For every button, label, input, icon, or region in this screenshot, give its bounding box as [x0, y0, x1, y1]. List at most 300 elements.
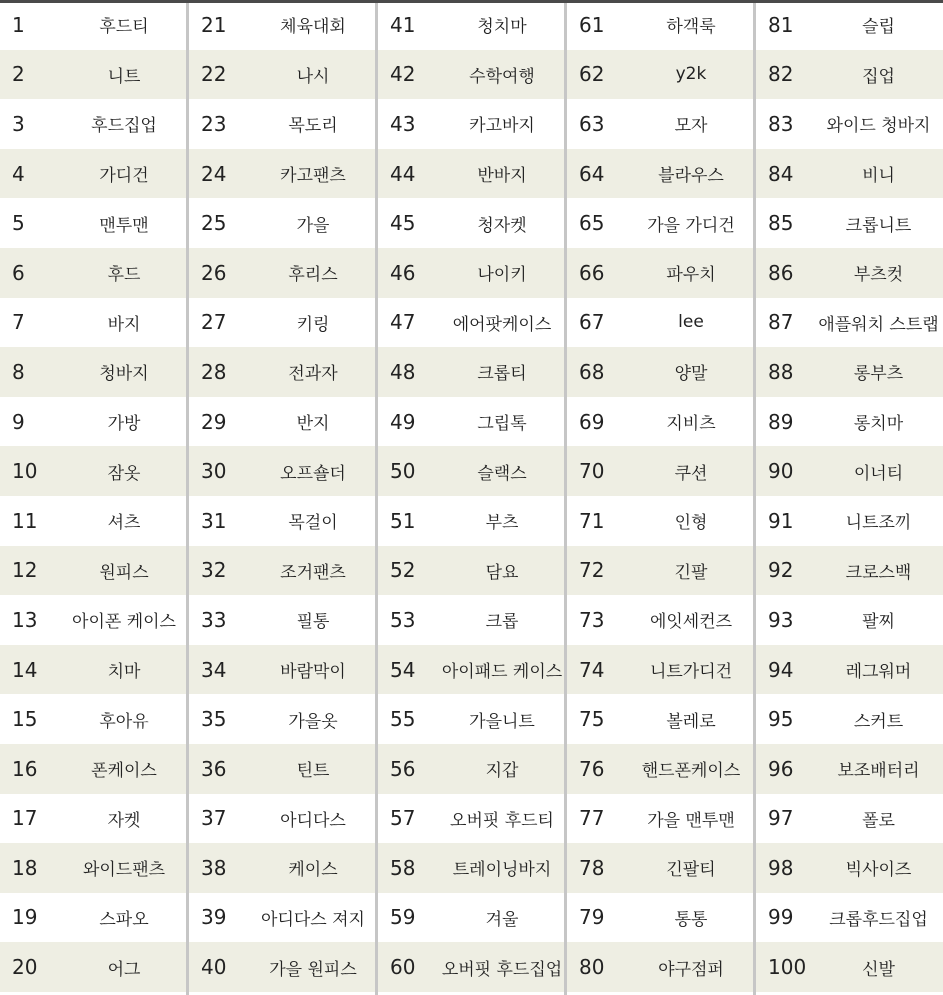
rank-number: 28 — [201, 359, 227, 384]
rank-number: 61 — [579, 12, 605, 37]
rank-number: 22 — [201, 62, 227, 87]
rank-number: 18 — [12, 855, 38, 880]
keyword-text: 겨울 — [485, 909, 519, 930]
rank-number: 5 — [12, 211, 25, 236]
table-row — [378, 298, 564, 348]
keyword-text: 핸드폰케이스 — [641, 761, 741, 782]
keyword-text: 수학여행 — [469, 66, 535, 87]
keyword-text: 야구점퍼 — [658, 959, 724, 980]
rank-number: 45 — [390, 211, 416, 236]
keyword-text: 롱부츠 — [853, 364, 904, 385]
keyword-text: 이너티 — [853, 463, 904, 484]
table-row — [378, 397, 564, 447]
keyword-text: 크롭니트 — [845, 215, 912, 236]
table-row — [189, 248, 375, 298]
keyword-text: 치마 — [107, 662, 141, 683]
table-row — [189, 843, 375, 893]
table-row — [0, 149, 186, 199]
rank-number: 77 — [579, 806, 605, 831]
table-row — [756, 794, 943, 844]
rank-number: 70 — [579, 459, 605, 484]
table-row — [189, 149, 375, 199]
rank-number: 4 — [12, 161, 25, 186]
table-row — [0, 942, 186, 992]
keyword-text: 카고팬츠 — [280, 166, 346, 187]
rank-number: 66 — [579, 260, 605, 285]
table-row — [378, 893, 564, 943]
table-row — [189, 198, 375, 248]
keyword-text: 전과자 — [288, 364, 338, 385]
rank-number: 82 — [768, 62, 794, 87]
rank-number: 51 — [390, 508, 416, 533]
keyword-text: 청치마 — [477, 17, 527, 38]
table-row — [378, 0, 564, 50]
table-row — [0, 595, 186, 645]
keyword-text: 긴팔 — [674, 562, 708, 583]
rank-number: 48 — [390, 359, 416, 384]
rank-number: 2 — [12, 62, 25, 87]
rank-number: 23 — [201, 111, 227, 136]
table-row — [0, 446, 186, 496]
table-row — [378, 744, 564, 794]
keyword-text: 맨투맨 — [99, 215, 149, 236]
rank-number: 10 — [12, 459, 38, 484]
rank-number: 37 — [201, 806, 227, 831]
rank-number: 69 — [579, 409, 605, 434]
rank-number: 58 — [390, 855, 416, 880]
table-row — [0, 496, 186, 546]
rank-number: 42 — [390, 62, 416, 87]
table-row — [189, 347, 375, 397]
rank-number: 25 — [201, 211, 227, 236]
keyword-text: 크로스백 — [845, 562, 912, 583]
keyword-text: 카고바지 — [469, 116, 535, 137]
table-row — [567, 744, 753, 794]
rank-number: 87 — [768, 310, 794, 335]
table-row — [756, 744, 943, 794]
rank-number: 91 — [768, 508, 794, 533]
keyword-text: 나이키 — [477, 265, 527, 286]
keyword-text: 블라우스 — [658, 166, 724, 187]
rank-number: 57 — [390, 806, 416, 831]
ranking-column-4 — [567, 0, 753, 995]
table-row — [0, 794, 186, 844]
rank-number: 24 — [201, 161, 227, 186]
table-row — [189, 645, 375, 695]
keyword-text: 통통 — [674, 909, 708, 930]
rank-number: 8 — [12, 359, 25, 384]
table-row — [189, 595, 375, 645]
rank-number: 30 — [201, 459, 227, 484]
keyword-text: 애플워치 스트랩 — [818, 314, 939, 335]
keyword-text: 후드 — [107, 265, 141, 286]
keyword-text: 바지 — [107, 314, 141, 335]
keyword-text: 아디다스 — [280, 810, 346, 831]
table-row — [0, 347, 186, 397]
rank-number: 73 — [579, 607, 605, 632]
rank-number: 21 — [201, 12, 227, 37]
keyword-text: 인형 — [674, 513, 708, 534]
keyword-text: 가을니트 — [469, 711, 535, 732]
rank-number: 32 — [201, 558, 227, 583]
table-row — [0, 546, 186, 596]
keyword-text: 모자 — [674, 116, 708, 137]
keyword-text: 체육대회 — [280, 17, 346, 38]
rank-number: 52 — [390, 558, 416, 583]
table-row — [189, 298, 375, 348]
table-row — [756, 0, 943, 50]
keyword-text: 가을 가디건 — [647, 215, 735, 236]
table-row — [189, 496, 375, 546]
keyword-text: 폴로 — [862, 810, 895, 831]
table-row — [189, 397, 375, 447]
table-row — [378, 496, 564, 546]
keyword-text: 청자켓 — [477, 215, 527, 236]
keyword-text: 와이드팬츠 — [82, 860, 166, 881]
table-row — [567, 298, 753, 348]
table-row — [567, 645, 753, 695]
keyword-text: 가을 — [296, 215, 330, 236]
rank-number: 94 — [768, 657, 794, 682]
table-row — [567, 595, 753, 645]
table-row — [0, 198, 186, 248]
keyword-text: 틴트 — [296, 761, 330, 782]
rank-number: 85 — [768, 211, 794, 236]
table-row — [567, 397, 753, 447]
table-row — [0, 298, 186, 348]
table-row — [378, 198, 564, 248]
table-row — [567, 347, 753, 397]
rank-number: 54 — [390, 657, 416, 682]
table-row — [189, 546, 375, 596]
rank-number: 26 — [201, 260, 227, 285]
keyword-text: 양말 — [674, 364, 708, 385]
rank-number: 95 — [768, 707, 794, 732]
table-row — [756, 446, 943, 496]
table-row — [378, 248, 564, 298]
rank-number: 3 — [12, 111, 25, 136]
rank-number: 59 — [390, 905, 416, 930]
keyword-text: 볼레로 — [666, 711, 716, 732]
rank-number: 89 — [768, 409, 794, 434]
ranking-column-1 — [0, 0, 186, 995]
rank-number: 55 — [390, 707, 416, 732]
keyword-text: 에잇세컨즈 — [649, 612, 733, 633]
keyword-text: 후드집업 — [91, 116, 157, 137]
keyword-text: 쿠션 — [674, 463, 708, 484]
top-rule — [0, 0, 943, 3]
table-row — [378, 50, 564, 100]
table-row — [567, 694, 753, 744]
table-row — [756, 942, 943, 992]
keyword-text: 슬립 — [862, 17, 895, 38]
keyword-text: 오버핏 후드집업 — [441, 959, 563, 980]
keyword-text: 후드티 — [99, 17, 149, 38]
table-row — [378, 645, 564, 695]
rank-number: 47 — [390, 310, 416, 335]
rank-number: 71 — [579, 508, 605, 533]
table-row — [567, 942, 753, 992]
keyword-text: 비니 — [862, 166, 895, 187]
keyword-text: 니트조끼 — [845, 513, 912, 534]
rank-number: 35 — [201, 707, 227, 732]
keyword-text: 크롭티 — [477, 364, 527, 385]
rank-number: 13 — [12, 607, 38, 632]
table-row — [378, 149, 564, 199]
table-row — [0, 744, 186, 794]
keyword-text: 신발 — [862, 959, 895, 980]
rank-number: 92 — [768, 558, 794, 583]
keyword-text: 후리스 — [288, 265, 338, 286]
keyword-text: 목걸이 — [288, 513, 338, 534]
table-row — [756, 694, 943, 744]
keyword-text: 긴팔티 — [666, 860, 716, 881]
rank-number: 34 — [201, 657, 227, 682]
keyword-text: 와이드 청바지 — [826, 116, 931, 137]
rank-number: 78 — [579, 855, 605, 880]
table-row — [0, 99, 186, 149]
keyword-text: 반바지 — [477, 166, 527, 187]
table-row — [378, 99, 564, 149]
keyword-text: 그립톡 — [477, 414, 527, 435]
keyword-text: 보조배터리 — [837, 761, 920, 782]
rank-number: 97 — [768, 806, 794, 831]
table-row — [567, 446, 753, 496]
rank-number: 67 — [579, 310, 605, 335]
rank-number: 17 — [12, 806, 38, 831]
keyword-text: 부츠 — [485, 513, 519, 534]
keyword-text: 담요 — [485, 562, 519, 583]
table-row — [0, 50, 186, 100]
table-row — [756, 347, 943, 397]
rank-number: 93 — [768, 607, 794, 632]
table-row — [189, 50, 375, 100]
keyword-text: 팔찌 — [862, 612, 895, 633]
keyword-text: 가방 — [107, 414, 141, 435]
rank-number: 12 — [12, 558, 38, 583]
rank-number: 39 — [201, 905, 227, 930]
table-row — [756, 546, 943, 596]
ranking-column-3 — [378, 0, 564, 995]
table-row — [0, 645, 186, 695]
rank-number: 99 — [768, 905, 794, 930]
keyword-text: 아이폰 케이스 — [72, 612, 176, 633]
keyword-text: 스파오 — [99, 909, 149, 930]
table-row — [189, 99, 375, 149]
rank-number: 60 — [390, 955, 416, 980]
rank-number: 19 — [12, 905, 38, 930]
keyword-text: 조거팬츠 — [280, 562, 346, 583]
keyword-text: 슬랙스 — [477, 463, 527, 484]
rank-number: 90 — [768, 459, 794, 484]
ranking-column-2 — [189, 0, 375, 995]
table-row — [378, 347, 564, 397]
keyword-text: 케이스 — [288, 860, 338, 881]
keyword-text: 아디다스 져지 — [261, 909, 365, 930]
keyword-text: 하객룩 — [666, 17, 716, 38]
rank-number: 1 — [12, 12, 25, 37]
rank-number: 75 — [579, 707, 605, 732]
rank-number: 79 — [579, 905, 605, 930]
rank-number: 64 — [579, 161, 605, 186]
table-row — [0, 0, 186, 50]
table-row — [567, 248, 753, 298]
rank-number: 7 — [12, 310, 25, 335]
rank-number: 43 — [390, 111, 416, 136]
keyword-text: 지갑 — [485, 761, 519, 782]
table-row — [567, 893, 753, 943]
rank-number: 68 — [579, 359, 605, 384]
keyword-text: 바람막이 — [280, 662, 346, 683]
rank-number: 50 — [390, 459, 416, 484]
table-row — [189, 0, 375, 50]
rank-number: 16 — [12, 756, 38, 781]
table-row — [756, 496, 943, 546]
rank-number: 9 — [12, 409, 25, 434]
keyword-text: 어그 — [107, 959, 141, 980]
table-row — [756, 298, 943, 348]
ranking-column-5 — [756, 0, 943, 995]
table-row — [0, 893, 186, 943]
table-row — [189, 893, 375, 943]
keyword-text: 에어팟케이스 — [452, 314, 552, 335]
rank-number: 53 — [390, 607, 416, 632]
rank-number: 76 — [579, 756, 605, 781]
rank-number: 98 — [768, 855, 794, 880]
keyword-text: 지비츠 — [666, 414, 716, 435]
rank-number: 49 — [390, 409, 416, 434]
table-row — [756, 843, 943, 893]
table-row — [756, 645, 943, 695]
table-row — [378, 546, 564, 596]
keyword-text: 청바지 — [99, 364, 149, 385]
keyword-text: 아이패드 케이스 — [441, 662, 563, 683]
keyword-text: 니트 — [107, 66, 141, 87]
table-row — [378, 843, 564, 893]
table-row — [756, 397, 943, 447]
keyword-text: 빅사이즈 — [845, 860, 912, 881]
rank-number: 80 — [579, 955, 605, 980]
table-row — [567, 843, 753, 893]
keyword-text: 가디건 — [99, 166, 149, 187]
keyword-text: 오버핏 후드티 — [450, 810, 554, 831]
table-row — [567, 50, 753, 100]
rank-number: 44 — [390, 161, 416, 186]
table-row — [378, 942, 564, 992]
table-row — [189, 694, 375, 744]
keyword-text: 나시 — [296, 66, 330, 87]
keyword-text: lee — [678, 312, 704, 333]
rank-number: 15 — [12, 707, 38, 732]
rank-number: 29 — [201, 409, 227, 434]
table-row — [567, 198, 753, 248]
keyword-text: 집업 — [862, 66, 895, 87]
rank-number: 14 — [12, 657, 38, 682]
table-row — [0, 248, 186, 298]
keyword-text: 가을 맨투맨 — [647, 810, 735, 831]
table-row — [0, 843, 186, 893]
keyword-text: 크롭 — [485, 612, 519, 633]
keyword-text: 부츠컷 — [853, 265, 904, 286]
keyword-text: 폰케이스 — [91, 761, 157, 782]
rank-number: 36 — [201, 756, 227, 781]
rank-number: 27 — [201, 310, 227, 335]
table-row — [189, 446, 375, 496]
table-row — [756, 595, 943, 645]
rank-number: 62 — [579, 62, 605, 87]
table-row — [0, 694, 186, 744]
keyword-text: 잠옷 — [107, 463, 141, 484]
table-row — [378, 595, 564, 645]
rank-number: 40 — [201, 955, 227, 980]
table-row — [567, 546, 753, 596]
rank-number: 72 — [579, 558, 605, 583]
rank-number: 84 — [768, 161, 794, 186]
rank-number: 20 — [12, 955, 38, 980]
table-row — [756, 99, 943, 149]
table-row — [567, 149, 753, 199]
rank-number: 86 — [768, 260, 794, 285]
keyword-text: 키링 — [296, 314, 330, 335]
keyword-text: 크롭후드집업 — [829, 909, 928, 930]
rank-number: 46 — [390, 260, 416, 285]
table-row — [756, 893, 943, 943]
rank-number: 6 — [12, 260, 25, 285]
keyword-text: 셔츠 — [107, 513, 141, 534]
table-row — [567, 0, 753, 50]
table-row — [378, 794, 564, 844]
table-row — [756, 149, 943, 199]
rank-number: 56 — [390, 756, 416, 781]
table-row — [567, 496, 753, 546]
rank-number: 65 — [579, 211, 605, 236]
rank-number: 88 — [768, 359, 794, 384]
keyword-text: 원피스 — [99, 562, 149, 583]
keyword-text: 스커트 — [853, 711, 904, 732]
rank-number: 81 — [768, 12, 794, 37]
rank-number: 31 — [201, 508, 227, 533]
rank-number: 41 — [390, 12, 416, 37]
keyword-text: 목도리 — [288, 116, 338, 137]
table-row — [378, 446, 564, 496]
table-row — [756, 248, 943, 298]
table-row — [567, 99, 753, 149]
keyword-text: 가을 원피스 — [269, 959, 357, 980]
keyword-text: 반지 — [296, 414, 330, 435]
table-row — [189, 942, 375, 992]
keyword-text: 롱치마 — [853, 414, 904, 435]
table-row — [189, 744, 375, 794]
keyword-text: 가을옷 — [288, 711, 338, 732]
table-row — [756, 50, 943, 100]
keyword-text: 후아유 — [99, 711, 149, 732]
table-row — [567, 794, 753, 844]
rank-number: 11 — [12, 508, 38, 533]
table-row — [756, 198, 943, 248]
rank-number: 63 — [579, 111, 605, 136]
table-row — [378, 694, 564, 744]
rank-number: 38 — [201, 855, 227, 880]
rank-number: 83 — [768, 111, 794, 136]
keyword-text: 트레이닝바지 — [452, 860, 552, 881]
rank-number: 96 — [768, 756, 794, 781]
keyword-text: 레그워머 — [845, 662, 912, 683]
keyword-text: 니트가디건 — [649, 662, 733, 683]
keyword-text: 파우치 — [666, 265, 716, 286]
table-row — [0, 397, 186, 447]
keyword-text: 필통 — [296, 612, 330, 633]
rank-number: 33 — [201, 607, 227, 632]
